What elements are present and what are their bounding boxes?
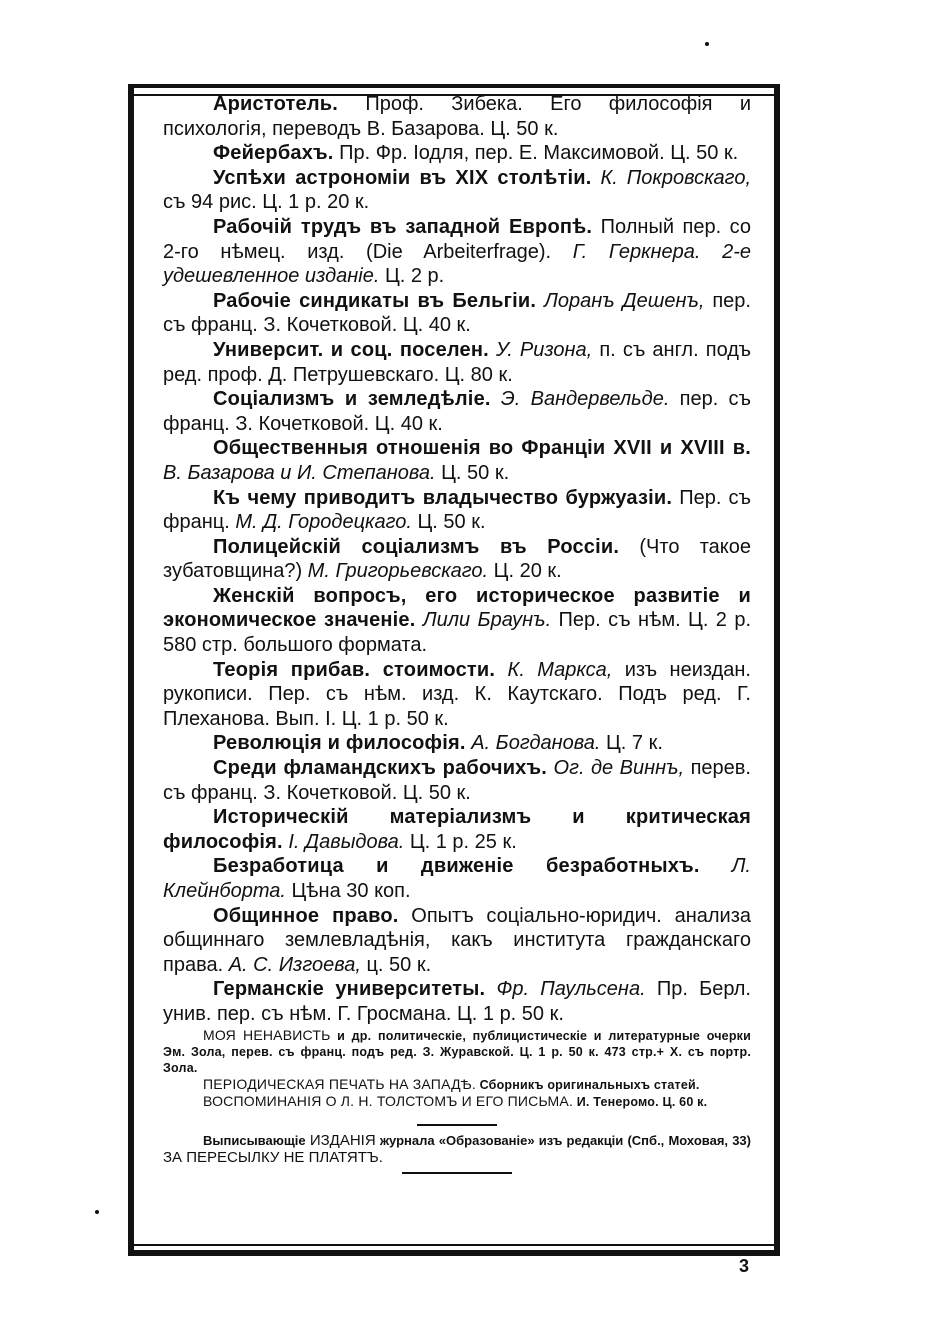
catalog-entry: Общинное право. Опытъ соціально-юридич. анализа общиннаго землевладѣнія, какъ института гражданскаго права. А. С. Изгоева, ц. 50 к.	[163, 904, 751, 976]
catalog-entry: Рабочіе синдикаты въ Бельгіи. Лоранъ Дешенъ, пер. съ франц. З. Кочетковой. Ц. 40 к.	[163, 289, 751, 337]
catalog-entry: Среди фламандскихъ рабочихъ. Ог. де Виннъ, перев. съ франц. З. Кочетковой. Ц. 50 к.	[163, 757, 751, 804]
catalog-entry: Безработица и движеніе безработныхъ. Л. Клейнборта. Цѣна 30 коп.	[163, 855, 751, 902]
catalog-entry: Историческій матеріализмъ и критическая философія. I. Давыдова. Ц. 1 р. 25 к.	[163, 806, 751, 853]
catalog-entry: Успѣхи астрономіи въ XIX столѣтіи. К. Покровскаго, съ 94 рис. Ц. 1 р. 20 к.	[163, 166, 751, 214]
separator-rule	[417, 1124, 497, 1126]
catalog-entry: Къ чему приводитъ владычество буржуазіи. Пер. съ франц. М. Д. Городецкаго. Ц. 50 к.	[163, 486, 751, 534]
catalog-entry: Соціализмъ и земледѣліе. Э. Вандервельде. пер. съ франц. З. Кочетковой. Ц. 40 к.	[163, 388, 752, 435]
catalog-entry: Фейербахъ. Пр. Фр. Іодля, пер. Е. Максимовой. Ц. 50 к.	[213, 142, 739, 165]
catalog-entry: Теорія прибав. стоимости. К. Маркса, изъ неиздан. рукописи. Пер. съ нѣм. изд. К. Каутскаго. Подъ ред. Г. Плеханова. Вып. I. Ц. 1 р. 50 к.	[163, 658, 751, 730]
page-number: 3	[739, 1256, 750, 1276]
separator-rule	[402, 1172, 512, 1174]
catalog-entry: Полицейскій соціализмъ въ Россіи. (Что такое зубатовщина?) М. Григорьевскаго. Ц. 20 к.	[163, 535, 751, 583]
speck	[705, 42, 709, 46]
speck	[95, 1210, 99, 1214]
catalog-entry: Женскій вопросъ, его историческое развитіе и экономическое значеніе. Лили Браунъ. Пер. съ нѣм. Ц. 2 р. 580 стр. большого формата.	[163, 584, 751, 657]
catalog-entry: Рабочій трудъ въ западной Европѣ. Полный пер. со 2-го нѣмец. изд. (Die Arbeiterfrage). Г. Геркнера. 2-е удешевленное изданіе. Ц. 2 р.	[163, 215, 751, 288]
small-entry: ПЕРІОДИЧЕСКАЯ ПЕЧАТЬ НА ЗАПАДѢ. Сборникъ оригинальныхъ статей.	[203, 1075, 700, 1092]
small-entry: МОЯ НЕНАВИСТЬ и др. политическіе, публицистическіе и литературные очерки Эм. Зола, перев. съ франц. подъ ред. З. Журавской. Ц. 1 р. 50 к. 473 стр.+ Х. съ портр. Зола.	[163, 1026, 751, 1075]
catalog-entry: Революція и философія. А. Богданова. Ц. 7 к.	[213, 732, 663, 755]
catalog-entry: Общественныя отношенія во Франціи XVII и XVIII в. В. Базарова и И. Степанова. Ц. 50 к.	[163, 437, 751, 484]
catalog-entry: Университ. и соц. поселен. У. Ризона, п. съ англ. подъ ред. проф. Д. Петрушевскаго. Ц. 80 к.	[163, 338, 752, 386]
catalog-list	[163, 92, 751, 1174]
mailing-notice: Выписывающіе ИЗДАНІЯ журнала «Образованіе» изъ редакціи (Спб., Моховая, 33) ЗА ПЕРЕСЫЛКУ НЕ ПЛАТЯТЪ.	[163, 1131, 751, 1166]
small-entry: ВОСПОМИНАНІЯ О Л. Н. ТОЛСТОМЪ И ЕГО ПИСЬМА. И. Тенеромо. Ц. 60 к.	[203, 1092, 708, 1109]
frame-rule-bottom	[128, 1244, 780, 1246]
catalog-entry: Германскіе университеты. Фр. Паульсена. Пр. Берл. унив. пер. съ нѣм. Г. Гросмана. Ц. 1 р. 50 к.	[163, 978, 751, 1025]
catalog-entry: Аристотель. Проф. Зибека. Его философія и психологія, переводъ В. Базарова. Ц. 50 к.	[163, 93, 751, 140]
